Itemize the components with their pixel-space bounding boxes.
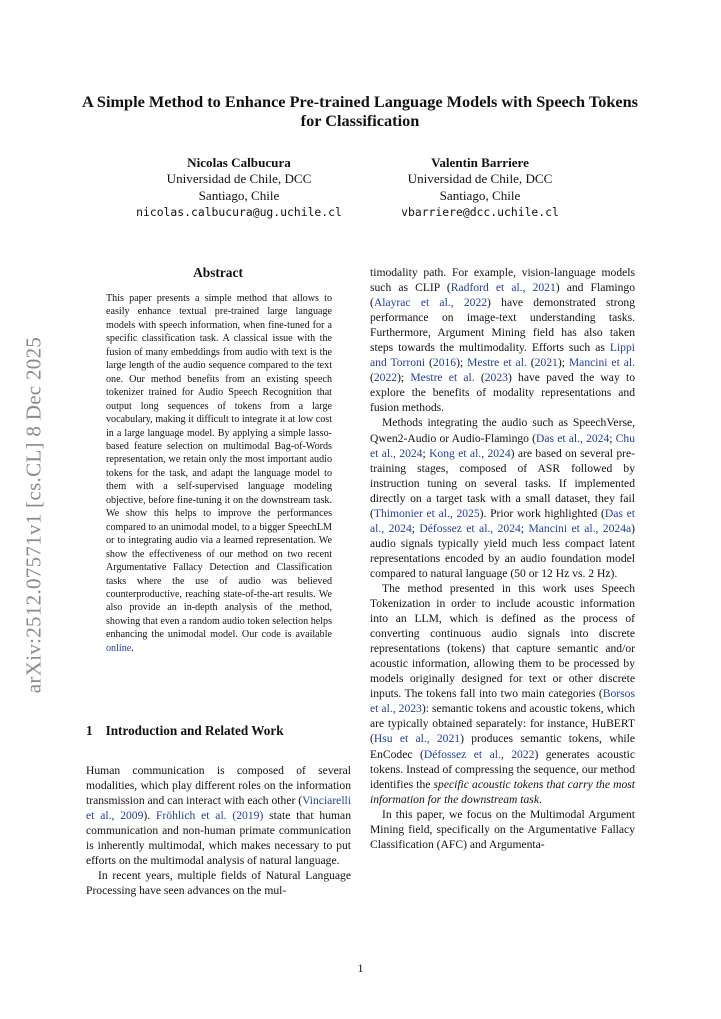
paragraph: Methods integrating the audio such as SpeechVerse, Qwen2-Audio or Audio-Flamingo (Das et al., 2024; Chu et al., 2024; Kong et al., 2024) are based on several pre-training stages, composed of ASR followed by instruction tuning on several tasks. If implemented directly on a target task with a small dataset, they fail (Thimonier et al., 2025). Prior work highlighted (Das et al., 2024; Défossez et al., 2024; Mancini et al., 2024a) audio signals typically yield much less compact latent representations encoded by an audio foundation model compared to natural language (50 or 12 Hz vs. 2 Hz). (370, 416, 636, 580)
author-affiliation: Universidad de Chile, DCC (407, 171, 553, 187)
citation-link[interactable]: Mancini et al., 2024a (528, 521, 632, 535)
author-email: nicolas.calbucura@ug.uchile.cl (136, 204, 342, 219)
citation-link[interactable]: 2016 (432, 356, 457, 370)
paragraph: In this paper, we focus on the Multimodal Argument Mining field, specifically on the Argumentative Fallacy Classification (AFC) and Argumenta- (370, 807, 635, 851)
author-email: vbarriere@dcc.uchile.cl (401, 204, 559, 219)
author-location: Santiago, Chile (198, 187, 280, 203)
citation-link[interactable]: Mestre et al. (467, 356, 527, 370)
author-name: Nicolas Calbucura (187, 155, 291, 170)
abstract-text: This paper presents a simple method that allows to easily enhance textual pre-trained large language models with speech information, when fine-tuned for a specific classification task. A classical issue with the fusion of many embeddings from audio with text is the large length of the audio sequence compared to the text one. Our method benefits from an existing speech tokenizer trained for Audio Speech Recognition that output long sequences of tokens from a large vocabulary, making it difficult to integrate it at low cost in a large language model. By applying a simple lasso-based feature selection on multimodal Bag-of-Words representation, we retain only the most important audio tokens for the task, and adapt the language model to them with a self-supervised language modeling objective, before fine-tuning it on the downstream task. We show this helps to improve the performances compared to an unimodal model, to a bigger SpeechLM or to integrating audio via a learned representation. We show the effectiveness of our method on two recent Argumentative Fallacy Detection and Classification tasks where the use of audio was believed counterproductive, reaching state-of-the-art results. We also provide an in-depth analysis of the method, showing that even a random audio token selection helps enhancing the unimodal model. Our code is available (106, 293, 332, 641)
arxiv-sidebar-stamp (14, 280, 54, 750)
author-name: Valentin Barriere (431, 155, 529, 170)
citation-link[interactable]: Kong et al., 2024 (429, 446, 511, 460)
paragraph: Human communication is composed of several modalities, which play different roles on the information transmission and can interact with each other (Vinciarelli et al., 2009). Fröhlich et al. (2019) state that human communication and non-human primate communication is inherently multimodal, which makes necessary to put efforts on the multimodal analysis of natural language. (86, 764, 351, 868)
page-number: 1 (357, 961, 364, 975)
abstract-body: This paper presents a simple method that allows to easily enhance textual pre-trained large language models with speech information, when fine-tuned for a specific classification task. A classical issue with the fusion of many embeddings from audio with text is the large length of the audio sequence compared to the text one. Our method benefits from an existing speech tokenizer trained for Audio Speech Recognition that output long sequences of tokens from a large vocabulary, making it difficult to integrate it at low cost in a large language model. By applying a simple lasso-based feature selection on multimodal Bag-of-Words representation, we retain only the most important audio tokens for the task, and adapt the language model to them with a self-supervised language modeling objective, before fine-tuning it on the downstream task. We show this helps to improve the performances compared to an unimodal model, to a bigger SpeechLM or to integrating audio via a learned representation. We show the effectiveness of our method on two recent Argumentative Fallacy Detection and Classification tasks where the use of audio was believed counterproductive, reaching state-of-the-art results. We also provide an in-depth analysis of the method, showing that even a random audio token selection helps enhancing the unimodal model. Our code is available online. (106, 293, 332, 654)
citation-link[interactable]: Chu et al., 2024 (370, 431, 635, 460)
citation-link[interactable]: 2023 (484, 371, 508, 385)
citation-link[interactable]: 2022 (373, 371, 398, 385)
citation-link[interactable]: Alayrac et al., 2022 (373, 296, 488, 310)
left-column-body (86, 763, 351, 898)
citation-link[interactable]: Vinciarelli et al., 2009 (86, 794, 351, 823)
citation-link[interactable]: Hsu et al., 2021 (373, 732, 461, 746)
author-affiliation: Universidad de Chile, DCC (166, 171, 312, 187)
paragraph: In recent years, multiple fields of Natural Language Processing have seen advances on the mul- (86, 869, 351, 898)
section-number: 1 (86, 723, 93, 738)
citation-link[interactable]: Défossez et al., 2022 (423, 747, 535, 761)
citation-link[interactable]: Radford et al., 2021 (450, 281, 556, 295)
right-column-body (370, 265, 635, 852)
citation-link[interactable]: Thimonier et al., 2025 (373, 506, 480, 520)
emphasis-text: specific acoustic tokens that carry the most information for the downstream task (370, 777, 635, 806)
citation-link[interactable]: Mancini et al. (568, 356, 636, 370)
citation-link[interactable]: Défossez et al., 2024 (419, 521, 521, 535)
citation-link[interactable]: Lippi and Torroni (370, 341, 635, 370)
citation-link[interactable]: Das et al., 2024 (370, 506, 636, 535)
arxiv-identifier: arXiv:2512.07571v1 [cs.CL] 8 Dec 2025 (21, 336, 46, 694)
citation-link[interactable]: Borsos et al., 2023 (370, 687, 635, 716)
citation-link[interactable]: Mestre et al. (410, 371, 475, 385)
abstract-heading: Abstract (193, 265, 243, 280)
citation-link[interactable]: 2021 (534, 356, 558, 370)
section-title: Introduction and Related Work (105, 723, 284, 738)
author-block-2 (335, 155, 625, 220)
citation-link[interactable]: Fröhlich et al. (2019) (155, 809, 264, 823)
paragraph: The method presented in this work uses Speech Tokenization in order to include acoustic information into an LLM, which is defined as the process of converting continuous audio signals into discrete representations (tokens) that capture semantic and/or acoustic information, allowing them to be processed by models originally designed for text or other discrete inputs. The tokens fall into two main categories (Borsos et al., 2023): semantic tokens and acoustic tokens, which are typically obtained separately: for instance, HuBERT (Hsu et al., 2021) produces semantic tokens, while EnCodec (Défossez et al., 2022) generates acoustic tokens. Instead of compressing the sequence, our method identifies the specific acoustic tokens that carry the most information for the downstream task. (370, 581, 635, 806)
section-heading (86, 723, 284, 739)
paragraph: timodality path. For example, vision-language models such as CLIP (Radford et al., 2021) and Flamingo (Alayrac et al., 2022) have demonstrated strong performance on image-text understanding tasks. Furthermore, Argument Mining field has also taken steps towards the multimodality. Efforts such as Lippi and Torroni (2016); Mestre et al. (2021); Mancini et al. (2022); Mestre et al. (2023) have paved the way to explore the benefits of modality representations and fusion methods. (370, 266, 636, 415)
author-location: Santiago, Chile (439, 187, 521, 203)
paper-title: A Simple Method to Enhance Pre-trained Language Models with Speech Tokens for Classification (81, 92, 639, 130)
citation-link[interactable]: Das et al., 2024 (536, 431, 610, 445)
code-link[interactable]: online (106, 642, 132, 654)
